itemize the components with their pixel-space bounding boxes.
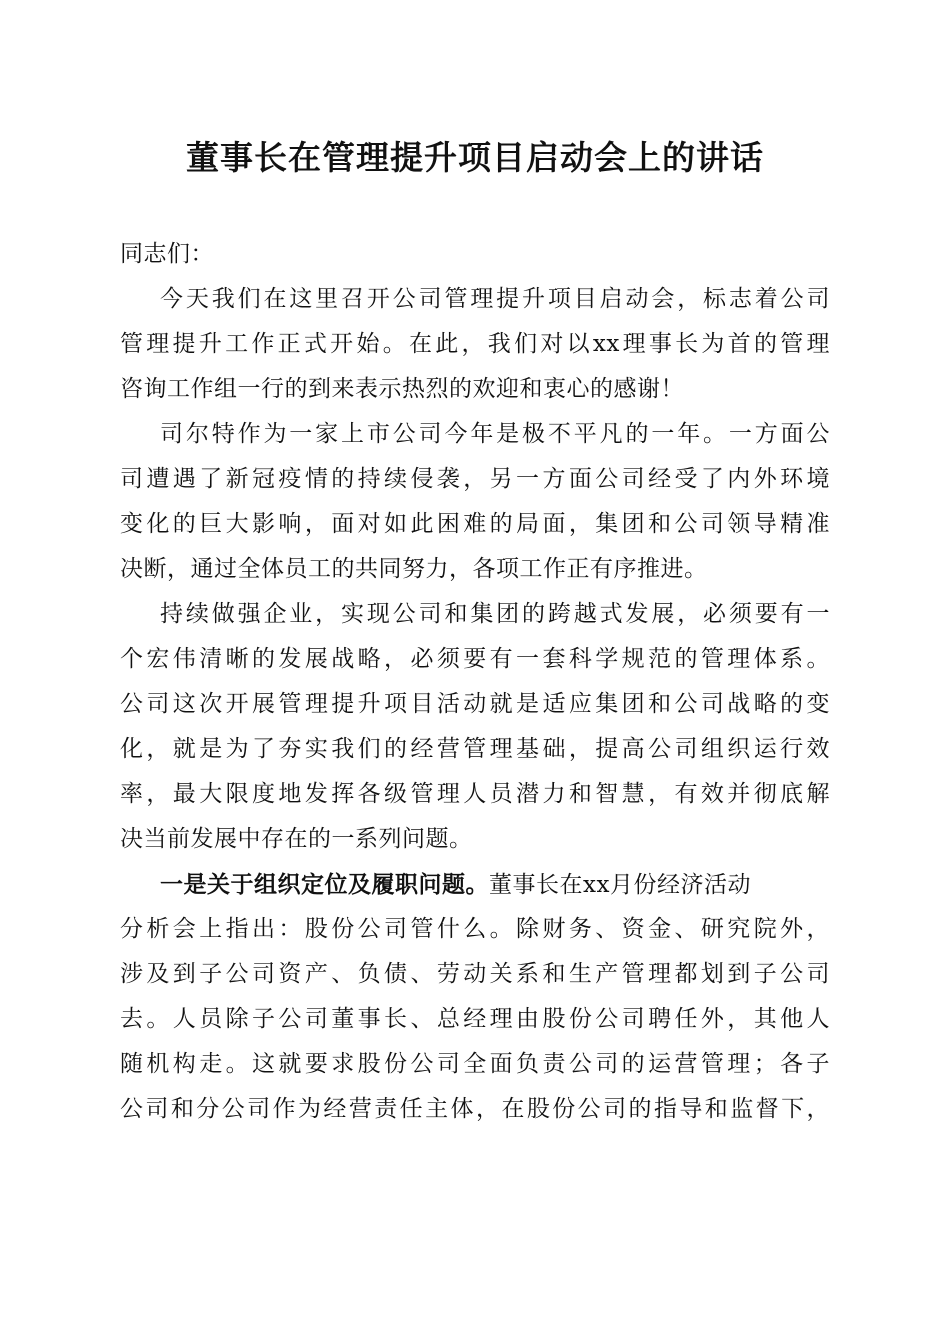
paragraph-line: 变化的巨大影响，面对如此困难的局面，集团和公司领导精准 <box>120 511 830 537</box>
paragraph-line: 涉及到子公司资产、负债、劳动关系和生产管理都划到子公司 <box>120 961 830 987</box>
paragraph-heading: 一是关于组织定位及履职问题。 <box>160 871 489 898</box>
salutation: 同志们： <box>120 241 214 267</box>
paragraph-line: 持续做强企业，实现公司和集团的跨越式发展，必须要有一 <box>160 601 830 627</box>
paragraph-line-rest: 董事长在xx月份经济活动 <box>489 872 751 898</box>
paragraph-line: 个宏伟清晰的发展战略，必须要有一套科学规范的管理体系。 <box>120 646 830 672</box>
page-title: 董事长在管理提升项目启动会上的讲话 <box>186 138 764 177</box>
paragraph-line: 分析会上指出：股份公司管什么。除财务、资金、研究院外， <box>120 916 830 942</box>
paragraph-4 <box>120 862 830 1132</box>
paragraph-line: 司遭遇了新冠疫情的持续侵袭，另一方面公司经受了内外环境 <box>120 466 830 492</box>
paragraph-line: 化，就是为了夯实我们的经营管理基础，提高公司组织运行效 <box>120 736 830 762</box>
paragraph-line: 公司和分公司作为经营责任主体，在股份公司的指导和监督下， <box>120 1096 830 1122</box>
paragraph-line: 决断，通过全体员工的共同努力，各项工作正有序推进。 <box>120 556 708 582</box>
paragraph-line: 随机构走。这就要求股份公司全面负责公司的运营管理；各子 <box>120 1051 830 1077</box>
paragraph-3 <box>120 592 830 862</box>
paragraph-line: 决当前发展中存在的一系列问题。 <box>120 826 473 852</box>
document-body <box>120 232 830 1132</box>
paragraph-line <box>120 862 830 907</box>
paragraph-line: 咨询工作组一行的到来表示热烈的欢迎和衷心的感谢！ <box>120 376 684 402</box>
paragraph-line: 率，最大限度地发挥各级管理人员潜力和智慧，有效并彻底解 <box>120 781 830 807</box>
paragraph-line: 今天我们在这里召开公司管理提升项目启动会，标志着公司 <box>160 286 830 312</box>
paragraph-1 <box>120 277 830 412</box>
paragraph-2 <box>120 412 830 592</box>
paragraph-line: 管理提升工作正式开始。在此，我们对以xx理事长为首的管理 <box>120 331 830 357</box>
paragraph-line: 公司这次开展管理提升项目活动就是适应集团和公司战略的变 <box>120 691 830 717</box>
paragraph-line: 去。人员除子公司董事长、总经理由股份公司聘任外，其他人 <box>120 1006 830 1032</box>
paragraph-line: 司尔特作为一家上市公司今年是极不平凡的一年。一方面公 <box>160 421 830 447</box>
